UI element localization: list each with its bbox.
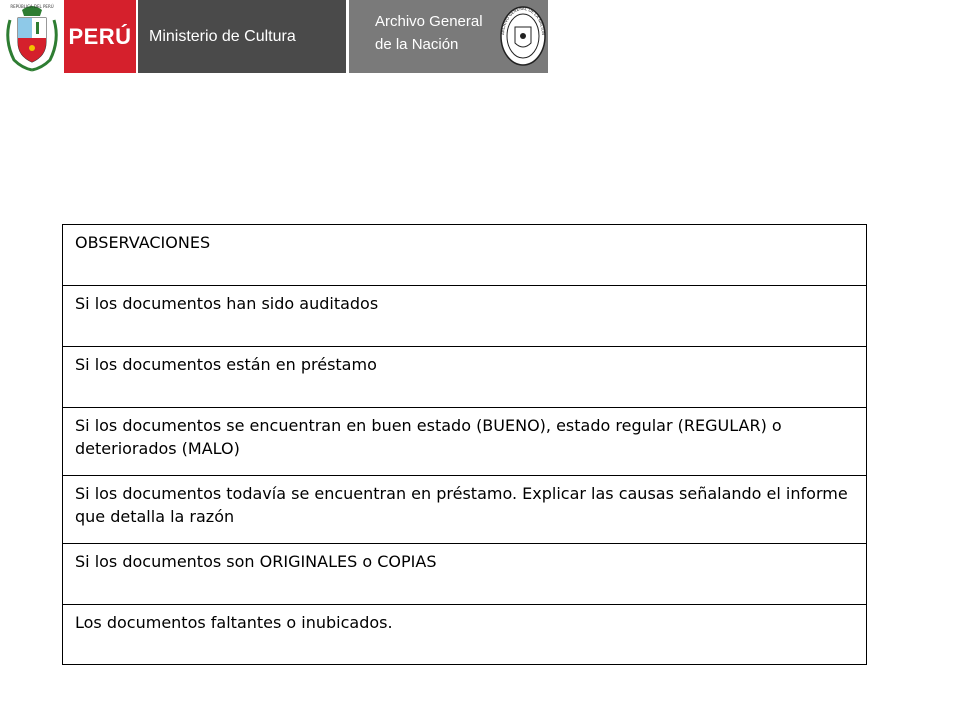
observations-table	[62, 224, 867, 665]
ministry-label: Ministerio de Cultura	[149, 27, 296, 45]
header-banner	[0, 0, 548, 73]
archive-label-line1: Archivo General	[375, 13, 483, 30]
table-row	[63, 476, 867, 544]
emblem-caption: REPÚBLICA DEL PERÚ	[10, 4, 54, 9]
header-divider	[346, 0, 348, 73]
table-row	[63, 544, 867, 605]
archive-seal-icon	[499, 5, 547, 67]
country-brand-block	[64, 0, 136, 73]
table-row	[63, 347, 867, 408]
table-cell: Si los documentos están en préstamo	[63, 347, 867, 408]
table-heading: OBSERVACIONES	[63, 225, 867, 286]
seal-caption: ARCHIVO GENERAL DE LA NACIÓN	[499, 5, 547, 36]
ministry-brand-block	[138, 0, 346, 73]
table-cell: Si los documentos se encuentran en buen estado (BUENO), estado regular (REGULAR) o deteriorados (MALO)	[63, 408, 867, 476]
table-row	[63, 605, 867, 665]
table-cell: Los documentos faltantes o inubicados.	[63, 605, 867, 665]
archive-brand-block	[349, 0, 548, 73]
table-cell: Si los documentos todavía se encuentran en préstamo. Explicar las causas señalando el informe que detalla la razón	[63, 476, 867, 544]
table-row	[63, 286, 867, 347]
table-header-row	[63, 225, 867, 286]
table-row	[63, 408, 867, 476]
country-label: PERÚ	[68, 23, 132, 49]
coat-of-arms-icon	[0, 0, 64, 73]
table-cell: Si los documentos son ORIGINALES o COPIAS	[63, 544, 867, 605]
table-cell: Si los documentos han sido auditados	[63, 286, 867, 347]
archive-label-line2: de la Nación	[375, 36, 459, 53]
